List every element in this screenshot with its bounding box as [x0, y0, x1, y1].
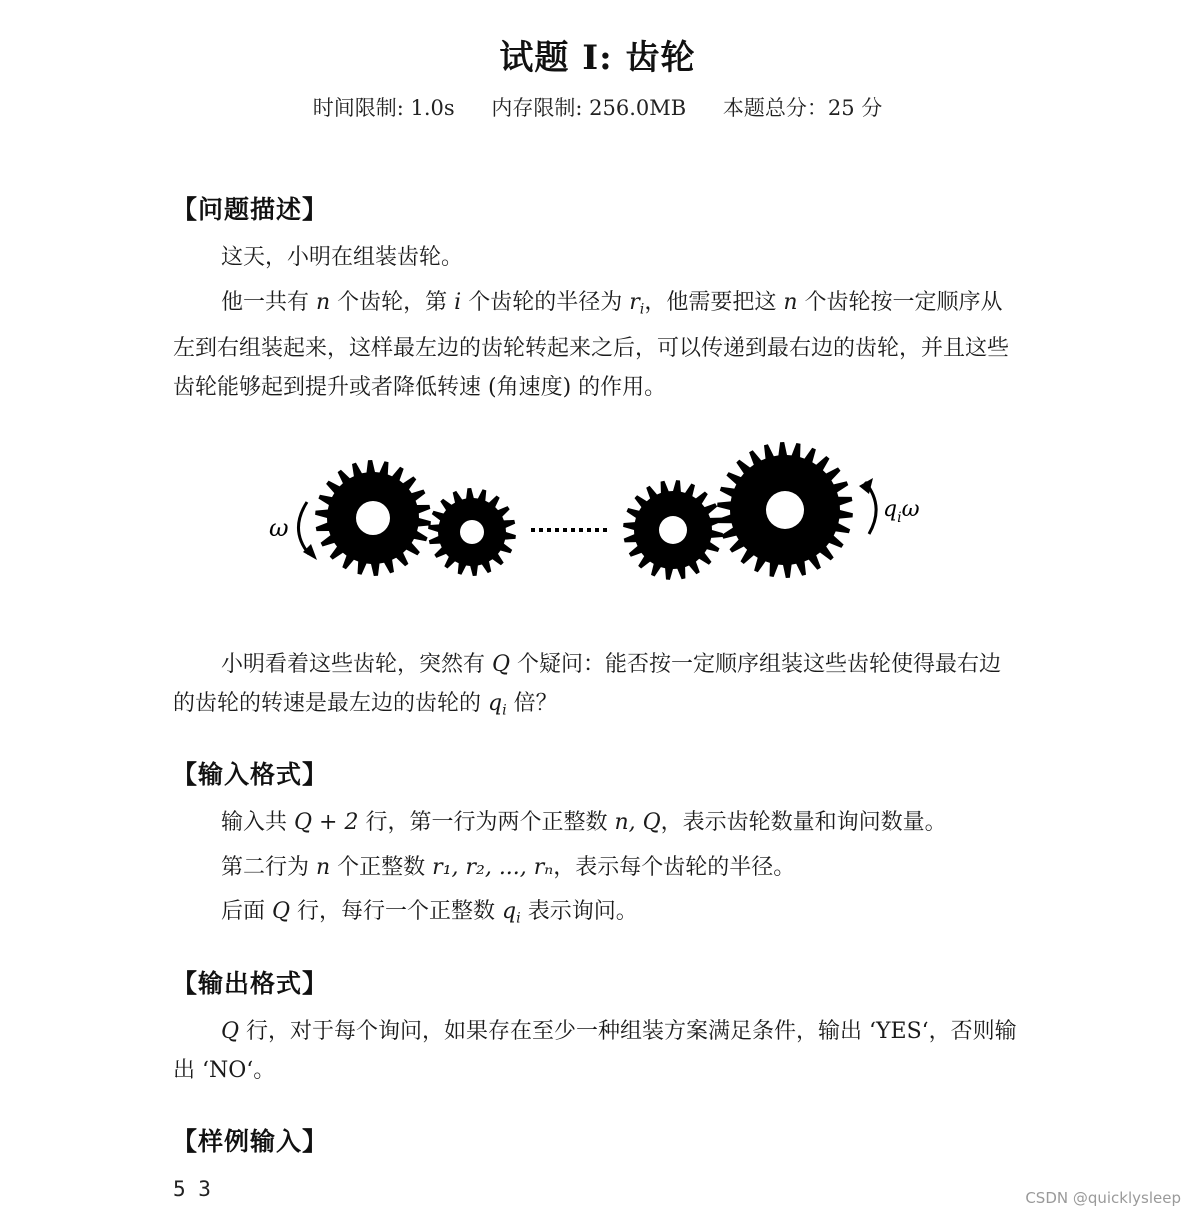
gear-icon	[315, 460, 431, 576]
gear-icon	[428, 488, 516, 576]
sample-input-heading: 【样例输入】	[172, 1127, 329, 1156]
time-limit: 时间限制: 1.0s	[312, 96, 455, 120]
description-heading: 【问题描述】	[172, 195, 329, 224]
problem-meta	[0, 92, 1195, 122]
description-p1: 这天，小明在组装齿轮。	[221, 245, 464, 270]
output-text: Q 行，对于每个询问，如果存在至少一种组装方案满足条件，输出 ‘YES‘，否则输出 ‘NO‘。	[173, 1019, 1017, 1083]
gear-hole	[460, 520, 484, 544]
gear-hole	[766, 491, 804, 529]
gear-icon	[717, 442, 853, 578]
description-p3: 小明看着这些齿轮，突然有 Q 个疑问：能否按一定顺序组装这些齿轮使得最右边的齿轮的转速是最左边的齿轮的 $q_i$ 倍？	[173, 652, 1002, 719]
omega-label: ω	[269, 514, 289, 542]
input-line1: 输入共 Q + 2 行，第一行为两个正整数 n, Q，表示齿轮数量和询问数量。	[221, 810, 947, 835]
gear-icon	[623, 480, 723, 580]
description-p2: 他一共有 n 个齿轮，第 i 个齿轮的半径为 $r_i$，他需要把这 n 个齿轮按一定顺序从左到右组装起来，这样最左边的齿轮转起来之后，可以传递到最右边的齿轮，并且这些齿轮能够起到提升或者降低转速 (角速度) 的作用。	[173, 290, 1010, 401]
input-line2: 第二行为 n 个正整数 r₁, r₂, ..., rₙ，表示每个齿轮的半径。	[221, 855, 796, 880]
input-line3: 后面 Q 行，每行一个正整数 $q_i$ 表示询问。	[221, 899, 638, 927]
curved-arrow-icon	[298, 502, 309, 554]
gear-hole	[659, 516, 687, 544]
qi-omega-label: $q_i\omega$	[883, 497, 920, 526]
output-heading: 【输出格式】	[172, 969, 329, 998]
total-score: 本题总分：25 分	[722, 96, 883, 120]
gear-hole	[356, 501, 390, 535]
memory-limit: 内存限制: 256.0MB	[491, 96, 687, 120]
sample-input-line: 5 3	[173, 1177, 211, 1201]
watermark: CSDN @quicklysleep	[1025, 1189, 1181, 1207]
gears-figure	[255, 430, 945, 600]
input-heading: 【输入格式】	[172, 760, 329, 789]
problem-title: 试题 I: 齿轮	[499, 38, 696, 78]
